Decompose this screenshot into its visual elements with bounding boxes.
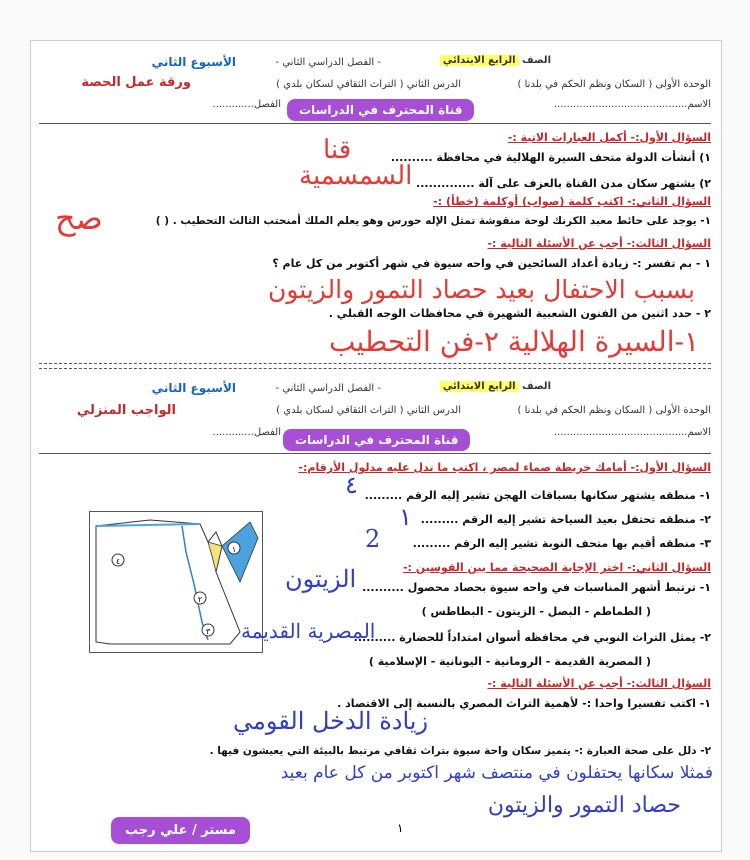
- handwritten-answer: السمسمية: [299, 161, 413, 191]
- unit: الوحدة الأولى ( السكان ونظم الحكم في بلدنا ): [517, 79, 711, 90]
- week: الأسبوع الثاني: [151, 55, 236, 69]
- map-number-label: ٣: [205, 627, 211, 636]
- handwritten-answer: فمثلا سكانها يحتفلون في منتصف شهر اكتوبر من كل عام بعيد: [280, 763, 713, 783]
- class-field: الفصل.............: [212, 427, 281, 438]
- name-field: الاسم..........................................: [553, 427, 711, 438]
- question-1-item: ٣- منطقه أقيم بها متحف النوبة تشير إليه الرقم .........: [412, 537, 711, 550]
- map-number-label: ١: [231, 545, 237, 554]
- question-2-item: ٢- يمثل التراث النوبي في محافظه أسوان امتداداً للحضارة ..........: [353, 631, 711, 644]
- channel-badge: قناة المحترف في الدراسات: [287, 99, 474, 121]
- egypt-map-drawing: [90, 512, 262, 652]
- question-2-item: ١- ترتبط أشهر المناسبات في واحه سيوة بحصاد محصول ..........: [362, 581, 711, 594]
- handwritten-answer: قنا: [323, 135, 352, 165]
- handwritten-answer: الزيتون: [285, 565, 357, 593]
- question-3-item: ١- اكتب تفسيرا واحدا :- لأهمية التراث المصري بالنسبة إلى الاقتصاد .: [337, 697, 711, 710]
- sheet-title: ورقة عمل الحصة: [81, 75, 191, 90]
- cut-line: [39, 368, 711, 369]
- handwritten-answer: ١-السيرة الهلالية ٢-فن التحطيب: [329, 325, 699, 358]
- handwritten-answer: زيادة الدخل القومي: [233, 707, 429, 735]
- term: - الفصل الدراسي الثاني -: [275, 383, 381, 394]
- egypt-map: [89, 511, 263, 653]
- worksheet-page: [30, 40, 722, 852]
- question-1-item: ١- منطقه يشتهر سكانها بسباقات الهجن تشير إليه الرقم .........: [364, 489, 711, 502]
- unit: الوحدة الأولى ( السكان ونظم الحكم في بلدنا ): [517, 405, 711, 416]
- handwritten-answer: المصرية القديمة: [241, 619, 376, 643]
- question-2-options: ( المصرية القديمة - الرومانية - اليونانية - الإسلامية ): [368, 655, 651, 668]
- handwritten-answer: 2: [365, 525, 381, 553]
- lesson: الدرس الثاني ( التراث الثقافي لسكان بلدي ): [276, 79, 461, 90]
- handwritten-answer: ١: [399, 503, 412, 531]
- question-1-item: ٢- منطقه تحتفل بعيد السياحة تشير إليه الرقم .........: [420, 513, 711, 526]
- question-3-item: ٢- دلل على صحة العبارة :- يتميز سكان واحة سيوة بتراث ثقافي مرتبط بالبيئة التي يعيشون فيها .: [209, 745, 711, 757]
- divider: [39, 123, 711, 124]
- question-1-item: ٢) يشتهر سكان مدن القناة بالعزف على آلة ..............: [416, 177, 711, 190]
- map-number-label: ٤: [115, 557, 121, 566]
- question-2-item: ١- يوجد على حائط معبد الكرنك لوحة منقوشة تمثل الإله حورس وهو يعلم الملك أمنحتب الثالث التحطيب . ( ): [155, 215, 711, 227]
- question-3-item: ١ - بم تفسر :- زيادة أعداد السائحين في واحه سيوة في شهر أكتوبر من كل عام ؟: [272, 257, 711, 270]
- question-3: السؤال الثالث:- أجب عن الأسئلة التالية :-: [487, 677, 711, 690]
- page-number: ١: [397, 821, 404, 835]
- channel-badge: قناة المحترف في الدراسات: [283, 429, 470, 451]
- cut-line: [39, 363, 711, 364]
- question-2-options: ( الطماطم - البصل - الزيتون - البطاطس ): [421, 605, 651, 618]
- handwritten-answer: بسبب الاحتفال بعيد حصاد التمور والزيتون: [267, 275, 695, 304]
- map-number-label: ٢: [197, 595, 203, 604]
- question-1-item: ١) أنشأت الدولة متحف السيرة الهلالية في محافظة ..........: [390, 151, 711, 164]
- divider: [39, 453, 711, 454]
- handwritten-answer: صح: [55, 199, 103, 237]
- week: الأسبوع الثاني: [151, 381, 236, 395]
- grade: الصف الرابع الابتدائي: [440, 55, 551, 66]
- question-2: السؤال الثاني:- اختر الإجابة الصحيحة مما بين القوسين :-: [402, 561, 711, 574]
- question-2: السؤال الثاني:- اكتب كلمة (صواب) أوكلمة (خطأ) :-: [433, 195, 711, 208]
- grade: الصف الرابع الابتدائي: [440, 381, 551, 392]
- term: - الفصل الدراسي الثاني -: [275, 57, 381, 68]
- question-1: السؤال الأول:- أمامك خريطة صماء لمصر ، اكتب ما تدل عليه مدلول الأرقام:-: [298, 461, 711, 474]
- question-3: السؤال الثالث:- أجب عن الأسئلة التالية :-: [487, 237, 711, 250]
- question-1: السؤال الأول:- أكمل العبارات الاتية :-: [507, 131, 711, 144]
- lesson: الدرس الثاني ( التراث الثقافي لسكان بلدي ): [276, 405, 461, 416]
- question-3-item: ٢ - حدد اثنين من الفنون الشعبية الشهيرة في محافظات الوجه القبلي .: [328, 307, 711, 320]
- class-field: الفصل.............: [212, 99, 281, 110]
- sheet-title: الواجب المنزلي: [76, 403, 176, 418]
- name-field: الاسم..........................................: [553, 99, 711, 110]
- teacher-badge: مستر / علي رجب: [111, 817, 250, 844]
- handwritten-answer: حصاد التمور والزيتون: [487, 793, 681, 818]
- handwritten-answer: ٤: [345, 471, 358, 499]
